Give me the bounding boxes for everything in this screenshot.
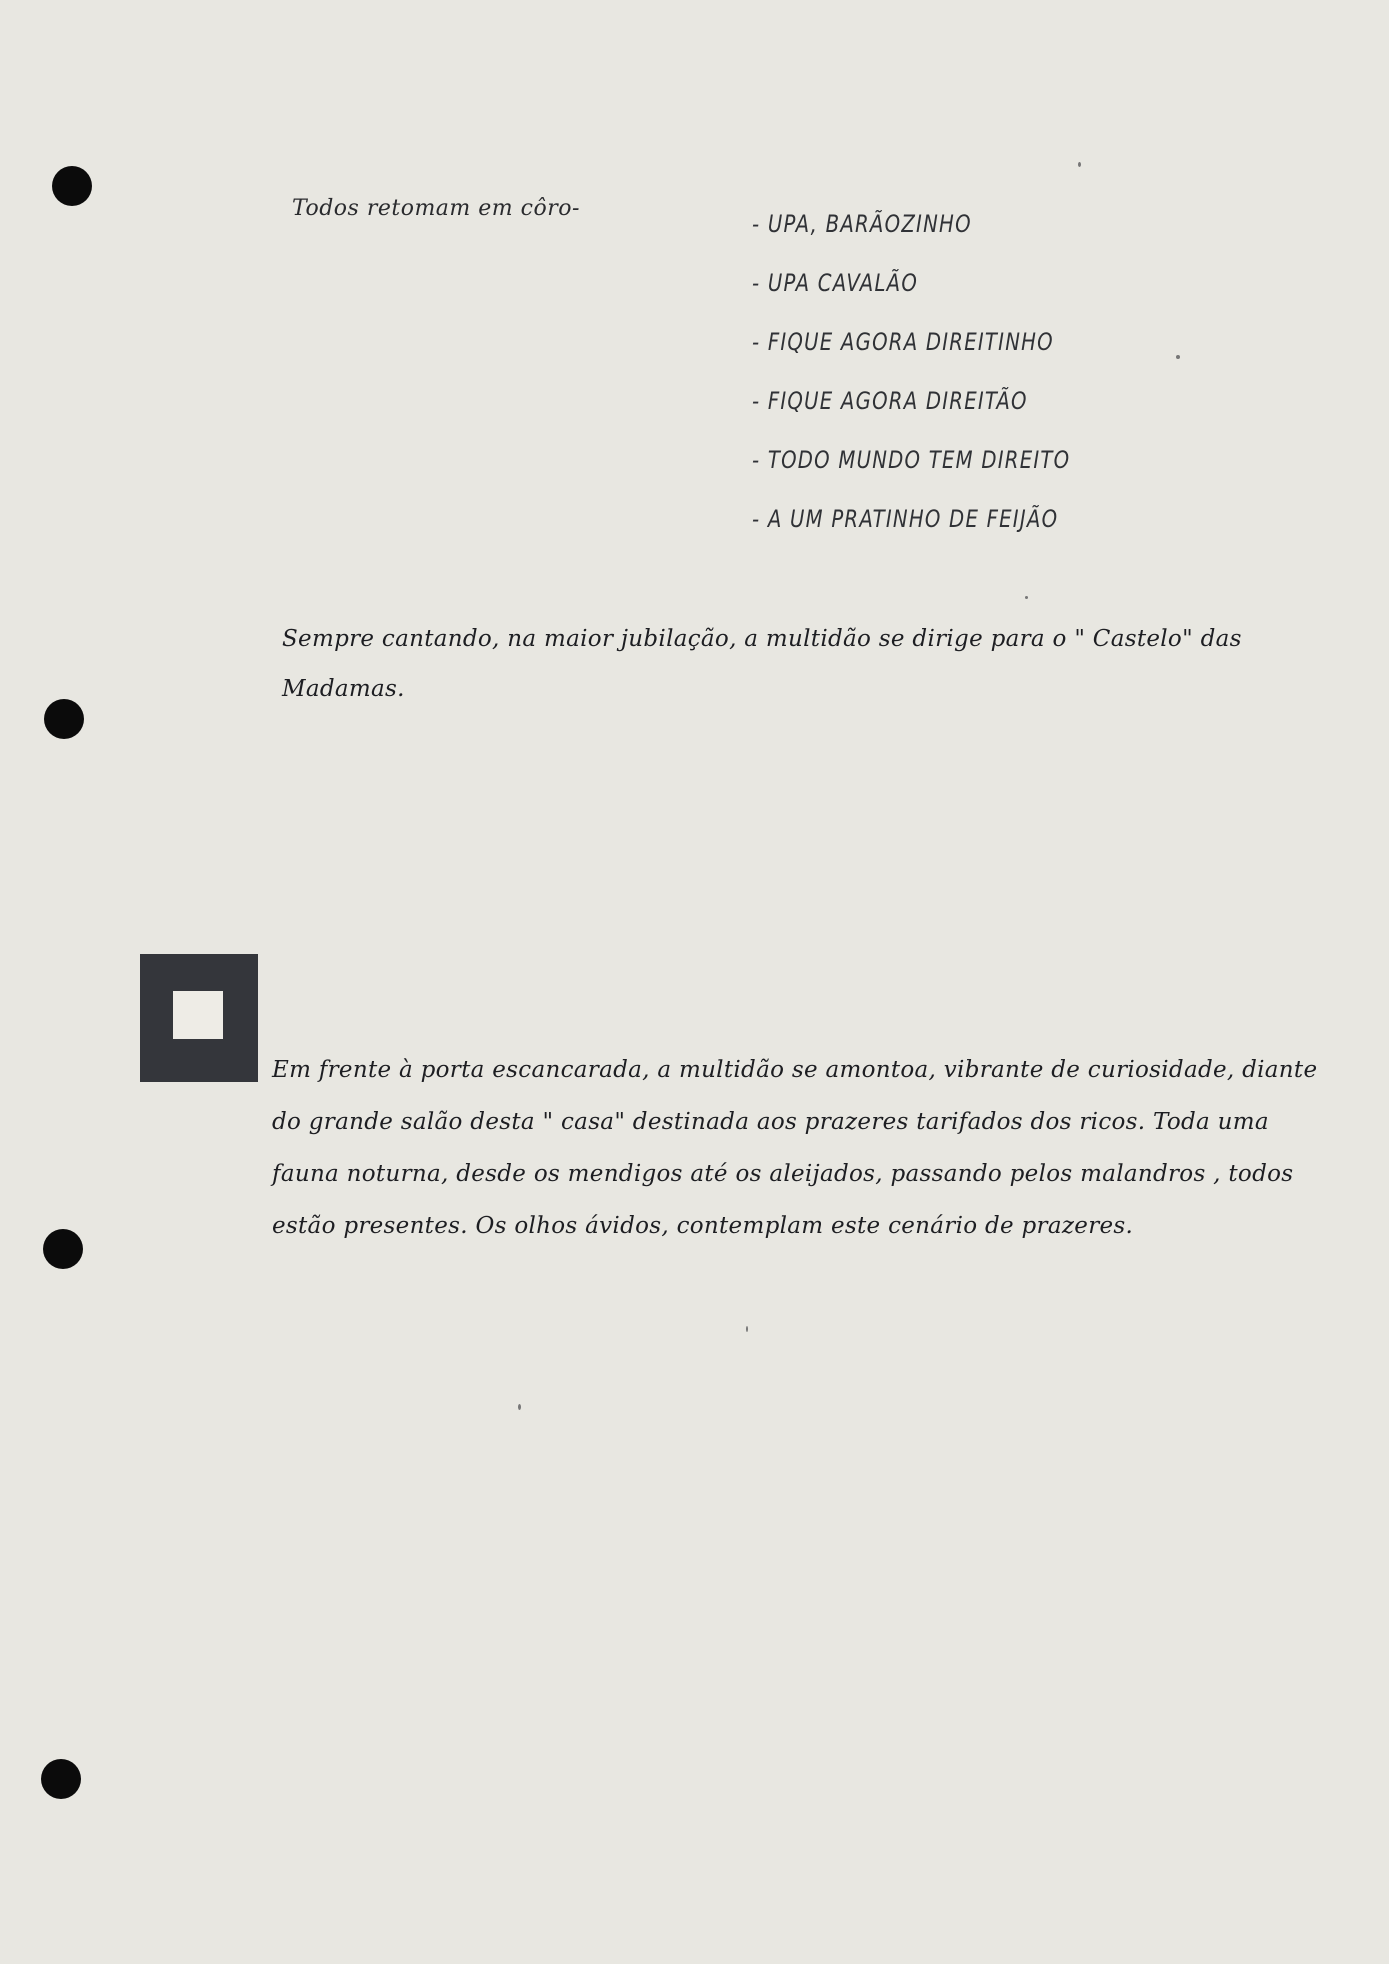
chorus-lyrics — [752, 204, 1140, 558]
punch-hole-1 — [52, 166, 92, 206]
chorus-line: - UPA CAVALÃO — [752, 269, 919, 297]
punch-hole-2 — [44, 699, 84, 739]
paper-speck — [1176, 355, 1180, 359]
punch-hole-4 — [41, 1759, 81, 1799]
paper-speck — [1078, 162, 1081, 167]
paper-speck — [518, 1404, 521, 1410]
chorus-line: - FIQUE AGORA DIREITÃO — [752, 387, 1028, 415]
square-marker-icon — [140, 954, 258, 1082]
paper-speck — [1025, 596, 1028, 599]
chorus-line: - UPA, BARÃOZINHO — [752, 210, 972, 238]
chorus-line: - A UM PRATINHO DE FEIJÃO — [752, 505, 1059, 533]
chorus-line: - TODO MUNDO TEM DIREITO — [752, 446, 1071, 474]
paper-speck — [746, 1326, 748, 1332]
paragraph-procession: Sempre cantando, na maior jubilação, a multidão se dirige para o " Castelo" das Madamas. — [282, 626, 1242, 702]
paragraph-crowd: Em frente à porta escancarada, a multidão se amontoa, vibrante de curiosidade, diante do grande salão desta " casa" destinada aos prazeres tarifados dos ricos. Toda uma fauna noturna, desde os mendigos até os aleijados, passando pelos malandros , todos estão presentes. Os olhos ávidos, contemplam este cenário de prazeres. — [272, 1057, 1318, 1239]
speaker-line: Todos retomam em côro- — [292, 196, 580, 221]
punch-hole-3 — [43, 1229, 83, 1269]
chorus-line: - FIQUE AGORA DIREITINHO — [752, 328, 1054, 356]
